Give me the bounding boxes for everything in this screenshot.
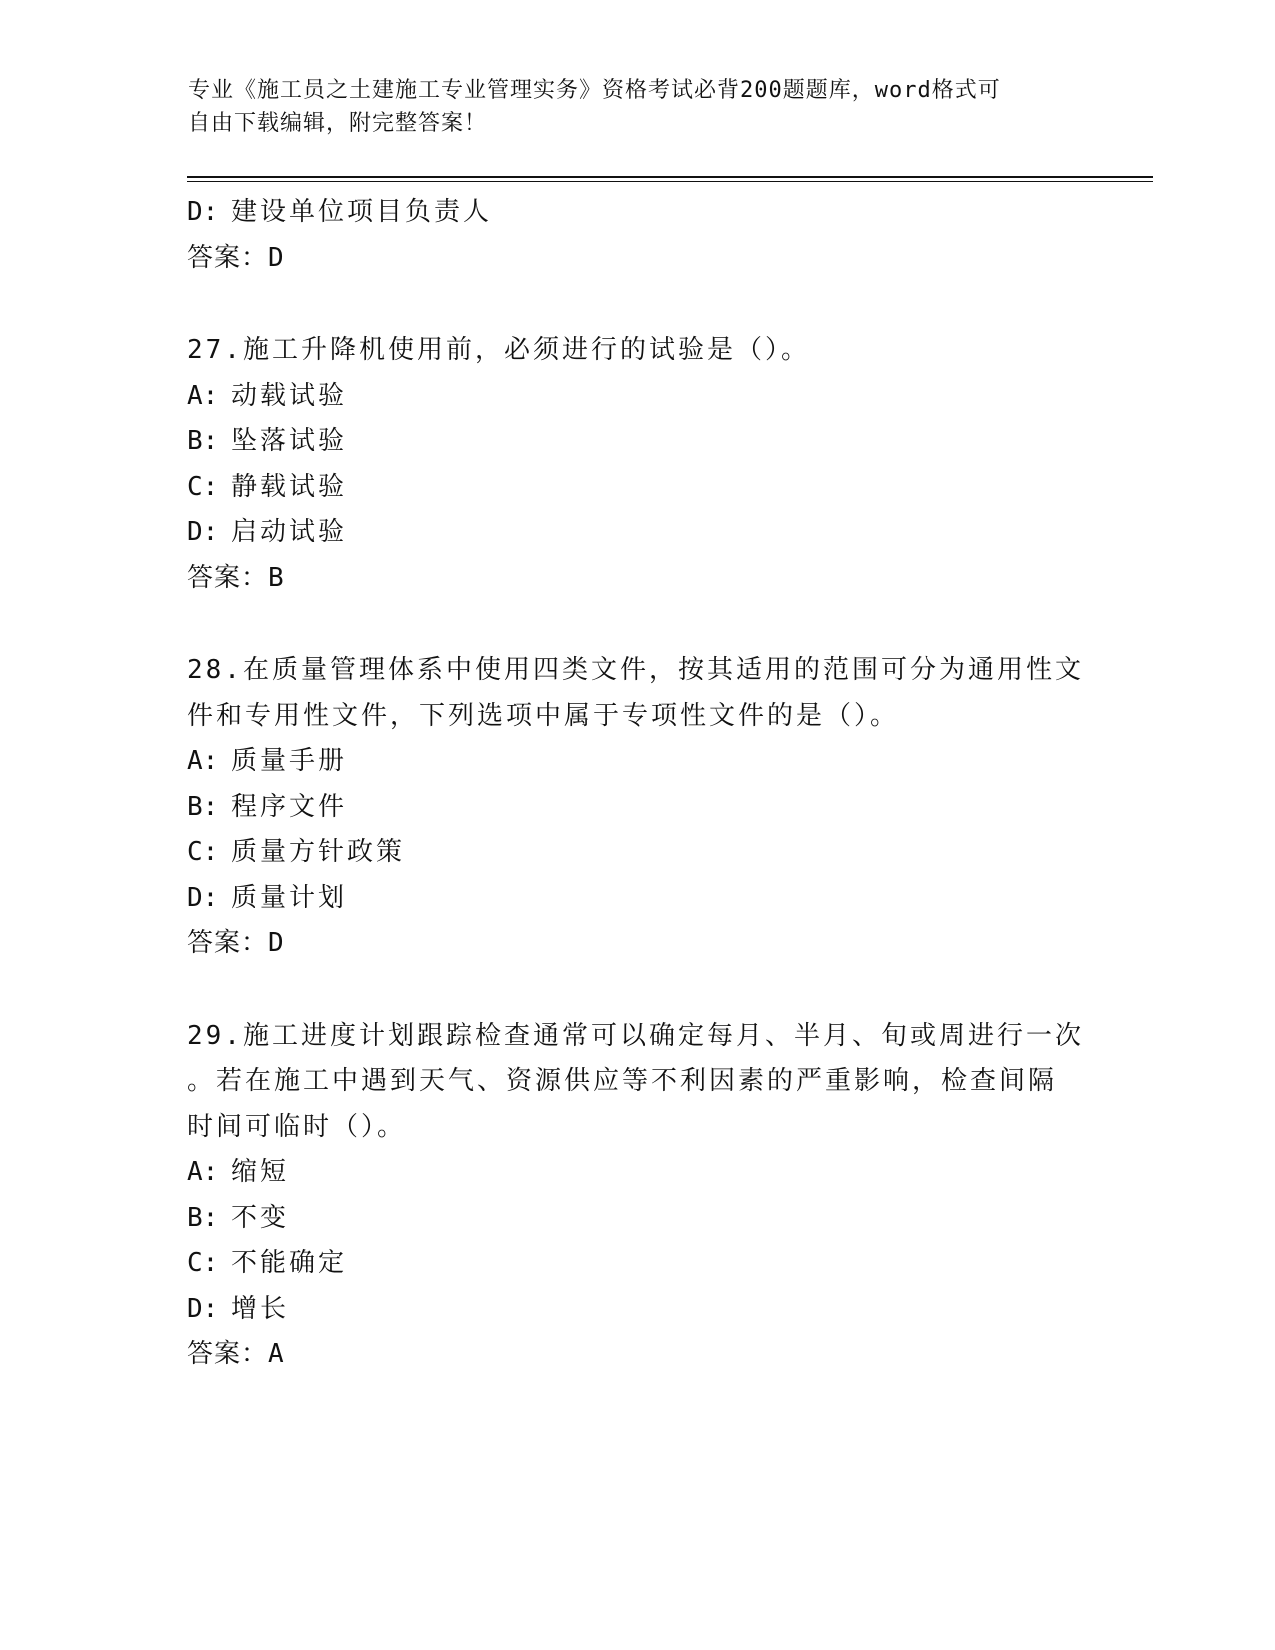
header-divider-thick [187,176,1153,178]
option-letter: B: [187,426,219,456]
option-c [187,465,1087,511]
answer-label: 答案： [187,562,269,593]
answer-label: 答案： [187,1339,269,1369]
option-text: 启动试验 [231,517,348,547]
option-a [187,739,1087,785]
option-text: 质量手册 [231,746,348,776]
question-27 [187,328,1087,601]
option-a [187,374,1087,420]
document-header [188,74,1068,140]
option-d [187,876,1087,922]
option-text: 建设单位项目负责人 [231,197,493,227]
option-letter: C: [187,1248,219,1278]
option-b [187,785,1087,831]
answer-value: D [268,928,287,958]
answer-value: A [268,1339,287,1369]
answer-line [187,236,1087,282]
answer-label: 答案： [187,928,269,958]
answer-value: B [268,562,287,593]
option-letter: A: [187,1157,219,1187]
question-text-line: 件和专用性文件，下列选项中属于专项性文件的是（）。 [187,700,900,731]
question-text-line: 29.施工进度计划跟踪检查通常可以确定每月、半月、旬或周进行一次 [187,1020,1084,1051]
option-b [187,419,1087,465]
option-text: 静载试验 [231,471,348,502]
option-text: 缩短 [231,1157,290,1187]
option-a [187,1150,1087,1196]
option-text: 质量计划 [231,882,348,913]
header-divider-thin [187,181,1153,182]
option-letter: D: [187,882,219,913]
option-text: 坠落试验 [231,426,348,456]
answer-line [187,921,1087,967]
answer-value: D [268,242,287,273]
option-text: 不能确定 [231,1248,348,1278]
question-text-line: 28.在质量管理体系中使用四类文件，按其适用的范围可分为通用性文 [187,655,1084,685]
answer-line [187,556,1087,602]
option-text: 增长 [231,1293,290,1324]
option-text: 不变 [231,1202,290,1233]
header-line-2: 自由下载编辑，附完整答案！ [188,111,488,136]
header-line-1: 专业《施工员之土建施工专业管理实务》资格考试必背200题题库，word格式可 [188,78,1001,103]
option-d [187,510,1087,556]
option-b [187,1196,1087,1242]
option-d [187,1287,1087,1333]
option-text: 程序文件 [231,791,348,822]
option-text: 质量方针政策 [231,837,406,867]
option-letter: C: [187,837,219,867]
question-28 [187,648,1087,967]
option-letter: A: [187,746,219,776]
option-letter: A: [187,380,219,411]
option-d [187,190,1087,236]
option-letter: D: [187,517,219,547]
question-content [187,190,1087,1378]
option-letter: B: [187,1202,219,1233]
question-text-line: 27.施工升降机使用前，必须进行的试验是（）。 [187,335,810,365]
option-letter: D: [187,1293,219,1324]
question-text-line: 。若在施工中遇到天气、资源供应等不利因素的严重影响，检查间隔 [187,1066,1058,1096]
question-29 [187,1014,1087,1378]
question-text-line: 时间可临时（）。 [187,1111,407,1142]
option-letter: C: [187,471,219,502]
option-c [187,830,1087,876]
option-letter: D: [187,197,219,227]
option-letter: B: [187,791,219,822]
option-text: 动载试验 [231,380,348,411]
option-c [187,1241,1087,1287]
answer-label: 答案： [187,242,269,273]
answer-line [187,1332,1087,1378]
